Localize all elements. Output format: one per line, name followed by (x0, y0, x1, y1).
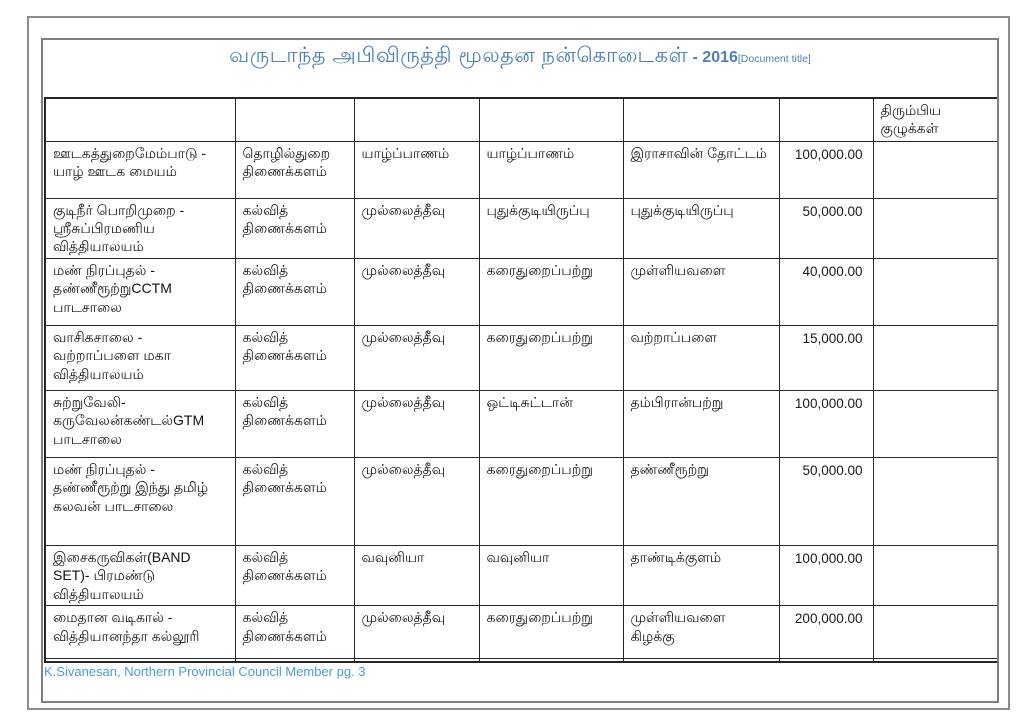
title-year: - 2016 (692, 49, 738, 66)
header-cell (779, 98, 873, 141)
table-cell: கரைதுறைப்பற்று (479, 606, 623, 659)
table-cell: மண் நிரப்புதல் - தண்ணீரூற்று இந்து தமிழ் கலவன் பாடசாலை (45, 457, 235, 545)
table-cell: கல்வித் திணைக்களம் (235, 457, 354, 545)
table-row (45, 457, 997, 545)
table-row (45, 545, 997, 605)
table-cell: புதுக்குடியிருப்பு (479, 198, 623, 258)
table-cell: தொழில்துறை திணைக்களம் (235, 141, 354, 198)
table-row (45, 325, 997, 390)
grants-table (44, 97, 997, 663)
header-cell (623, 98, 779, 141)
table-cell: ஊடகத்துறைமேம்பாடு - யாழ் ஊடக மையம் (45, 141, 235, 198)
table-cell (873, 545, 997, 605)
table-cell: முள்ளியவளை (623, 258, 779, 325)
table-cell: 100,000.00 (779, 545, 873, 605)
table-row (45, 198, 997, 258)
table-cell: கரைதுறைப்பற்று (479, 457, 623, 545)
table-cell: முல்லைத்தீவு (354, 606, 479, 659)
table-cell (623, 659, 779, 663)
table-cell: கல்வித் திணைக்களம் (235, 390, 354, 457)
header-cell (235, 98, 354, 141)
table-cell: யாழ்ப்பாணம் (479, 141, 623, 198)
title-tag: [Document title] (737, 53, 811, 65)
table-cell: 50,000.00 (779, 457, 873, 545)
table-cell: வவுனியா (354, 545, 479, 605)
footer-note: K.Sivanesan, Northern Provincial Council Member pg. 3 (44, 664, 366, 679)
table-cell: வற்றாப்பளை (623, 325, 779, 390)
table-cell (873, 258, 997, 325)
table-cell (873, 457, 997, 545)
table-cell (45, 659, 235, 663)
header-cell (479, 98, 623, 141)
title-text: வருடாந்த அபிவிருத்தி மூலதன நன்கொடைகள் (229, 44, 689, 67)
grants-table-container (44, 97, 997, 663)
table-cell: வவுனியா (479, 545, 623, 605)
grants-table-body (45, 98, 997, 663)
header-cell (45, 98, 235, 141)
table-cell: 100,000.00 (779, 141, 873, 198)
table-cell: யாழ்ப்பாணம் (354, 141, 479, 198)
table-cell: கல்வித் திணைக்களம் (235, 545, 354, 605)
table-cell (873, 659, 997, 663)
table-cell: மண் நிரப்புதல் - தண்ணீரூற்றுCCTM பாடசாலை (45, 258, 235, 325)
table-row (45, 606, 997, 659)
table-cell (479, 659, 623, 663)
table-cell: முல்லைத்தீவு (354, 390, 479, 457)
table-row (45, 258, 997, 325)
table-cell: தாண்டிக்குளம் (623, 545, 779, 605)
table-cell: புதுக்குடியிருப்பு (623, 198, 779, 258)
table-cell: வாசிகசாலை - வற்றாப்பளை மகா வித்தியாலயம் (45, 325, 235, 390)
table-cell: 50,000.00 (779, 198, 873, 258)
table-cell: குடிநீர் பொறிமுறை - ஸ்ரீசுப்பிரமணிய வித்தியாலயம் (45, 198, 235, 258)
table-cell: முல்லைத்தீவு (354, 258, 479, 325)
table-cell: கரைதுறைப்பற்று (479, 325, 623, 390)
table-cell: தண்ணீரூற்று (623, 457, 779, 545)
table-cell: கல்வித் திணைக்களம் (235, 606, 354, 659)
table-cell: முல்லைத்தீவு (354, 457, 479, 545)
table-cell (873, 390, 997, 457)
table-cell: இசைகருவிகள்(BAND SET)- பிரமண்டு வித்தியாலயம் (45, 545, 235, 605)
table-cell: இராசாவின் தோட்டம் (623, 141, 779, 198)
table-cell: தம்பிரான்பற்று (623, 390, 779, 457)
table-cell (354, 659, 479, 663)
table-cell: சுற்றுவேலி- கருவேலன்கண்டல்GTM பாடசாலை (45, 390, 235, 457)
document-title (41, 44, 999, 70)
table-row (45, 141, 997, 198)
table-cell (235, 659, 354, 663)
table-cell: 100,000.00 (779, 390, 873, 457)
table-cell: 15,000.00 (779, 325, 873, 390)
table-cell: முள்ளியவளை கிழக்கு (623, 606, 779, 659)
table-cell: முல்லைத்தீவு (354, 325, 479, 390)
table-cell (779, 659, 873, 663)
header-cell: திரும்பிய குழுக்கள் (873, 98, 997, 141)
table-cell (873, 606, 997, 659)
table-cell: மைதான வடிகால் - வித்தியானந்தா கல்லூரி (45, 606, 235, 659)
table-cell: முல்லைத்தீவு (354, 198, 479, 258)
table-cell: ஒட்டிசுட்டான் (479, 390, 623, 457)
table-row (45, 390, 997, 457)
table-row (45, 659, 997, 663)
table-cell: 40,000.00 (779, 258, 873, 325)
table-cell: கல்வித் திணைக்களம் (235, 325, 354, 390)
table-cell (873, 198, 997, 258)
table-cell: கரைதுறைப்பற்று (479, 258, 623, 325)
table-cell (873, 325, 997, 390)
table-header-row (45, 98, 997, 141)
header-cell (354, 98, 479, 141)
table-cell: கல்வித் திணைக்களம் (235, 198, 354, 258)
table-cell: 200,000.00 (779, 606, 873, 659)
table-cell (873, 141, 997, 198)
table-cell: கல்வித் திணைக்களம் (235, 258, 354, 325)
